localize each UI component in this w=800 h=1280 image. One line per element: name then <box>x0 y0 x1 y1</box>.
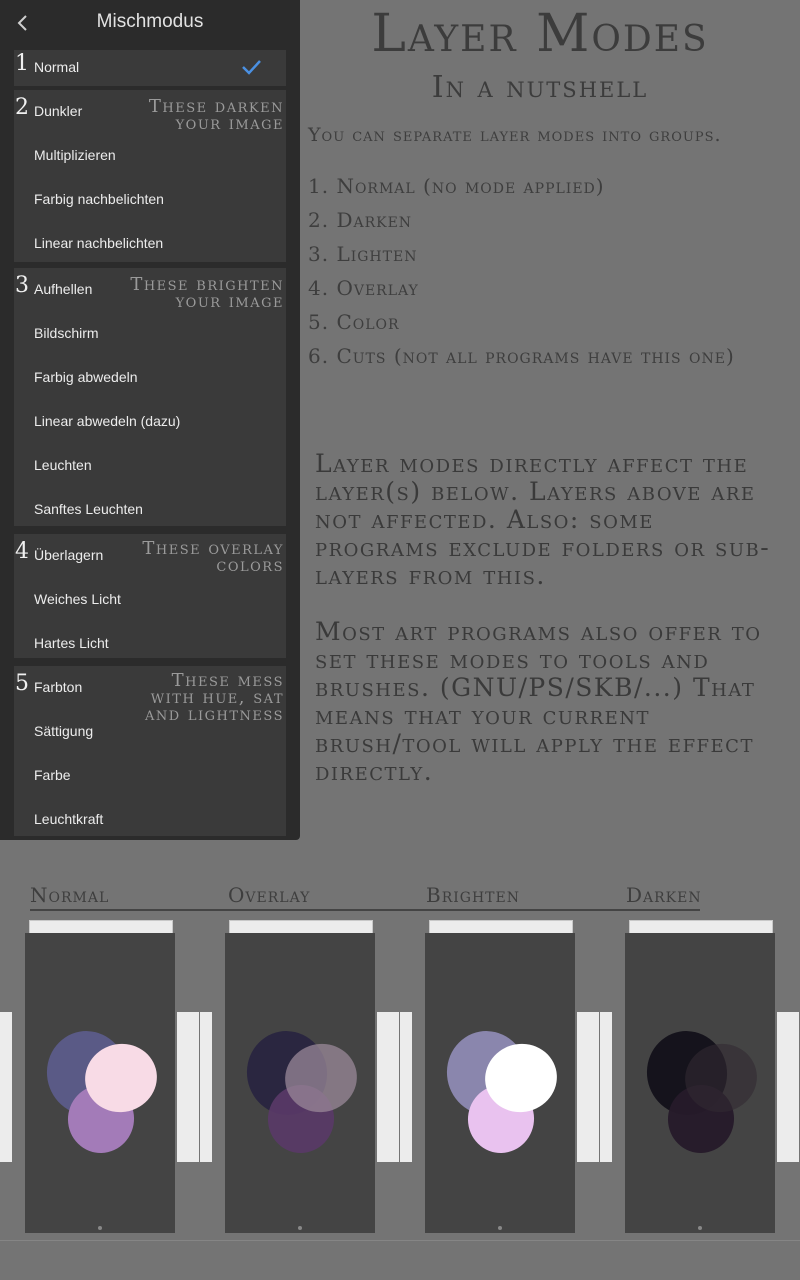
mode-item-farbe[interactable] <box>14 754 286 798</box>
groups-list <box>308 174 735 378</box>
labels-underline <box>30 909 700 911</box>
mode-label: Überlagern <box>34 547 104 563</box>
list-item: 2. Darken <box>308 208 413 232</box>
paragraph-tools-brushes: Most art programs also offer to set these modes to tools and brushes. (GNU/PS/SKB/...) That means that your current brush/tool will apply the effect directly. <box>315 617 762 786</box>
mode-label: Hartes Licht <box>34 635 109 651</box>
group-number: 3 <box>15 273 29 298</box>
app-side-panel <box>577 1012 599 1162</box>
group-number: 2 <box>15 95 29 120</box>
example-label-brighten: Brighten <box>426 883 520 907</box>
app-toolbar-strip <box>229 920 373 934</box>
list-item: 4. Overlay <box>308 276 419 300</box>
mode-label: Sanftes Leuchten <box>34 501 143 517</box>
group-number: 5 <box>15 671 29 696</box>
group-note: These darken your image <box>148 96 284 134</box>
mode-label: Normal <box>34 59 80 75</box>
example-label-normal: Normal <box>30 883 110 907</box>
mode-label: Multiplizieren <box>34 147 116 163</box>
paragraph-layer-effect: Layer modes directly affect the layer(s) below. Layers above are not affected. Also: some programs exclude folders or sub-layers from this. <box>315 449 771 590</box>
mode-label: Weiches Licht <box>34 591 121 607</box>
list-item: 3. Lighten <box>308 242 418 266</box>
app-toolbar-strip <box>429 920 573 934</box>
mode-item-linear-nachbelichten[interactable] <box>14 222 286 266</box>
mode-item-farbig-abwedeln[interactable] <box>14 356 286 400</box>
mode-label: Farbig abwedeln <box>34 369 138 385</box>
intro-text: You can separate layer modes into groups. <box>308 124 722 146</box>
app-side-panel <box>377 1012 399 1162</box>
example-canvas-brighten <box>425 933 575 1233</box>
list-item: 1. Normal (no mode applied) <box>308 174 605 198</box>
mode-label: Linear nachbelichten <box>34 235 164 251</box>
app-side-panel <box>777 1012 799 1162</box>
mode-group-normal <box>14 50 286 86</box>
mode-item-leuchten[interactable] <box>14 444 286 488</box>
page-indicator <box>698 1226 702 1230</box>
mode-item-linear-abwedeln[interactable] <box>14 400 286 444</box>
mode-item-farbton[interactable] <box>14 666 286 710</box>
mode-label: Dunkler <box>34 103 83 119</box>
mode-group-overlay <box>14 534 286 658</box>
list-item: 6. Cuts (not all programs have this one) <box>308 344 735 368</box>
app-side-panel-left <box>400 1012 412 1162</box>
divider <box>0 1240 800 1241</box>
example-label-darken: Darken <box>626 883 702 907</box>
mode-group-lighten <box>14 268 286 526</box>
mode-item-ueberlagern[interactable] <box>14 534 286 578</box>
mode-label: Farbe <box>34 767 71 783</box>
example-canvas-normal <box>25 933 175 1233</box>
list-item: 5. Color <box>308 310 400 334</box>
blend-mode-panel <box>0 0 300 840</box>
page-indicator <box>298 1226 302 1230</box>
mode-item-hartes-licht[interactable] <box>14 622 286 666</box>
example-label-overlay: Overlay <box>228 883 311 907</box>
mode-item-aufhellen[interactable] <box>14 268 286 312</box>
app-side-panel-left <box>200 1012 212 1162</box>
app-side-panel-left <box>600 1012 612 1162</box>
mode-label: Linear abwedeln (dazu) <box>34 413 181 429</box>
group-note: These overlay colors <box>142 538 284 576</box>
panel-header <box>0 0 300 46</box>
page-indicator <box>98 1226 102 1230</box>
mode-item-multiplizieren[interactable] <box>14 134 286 178</box>
mode-item-sanftes-leuchten[interactable] <box>14 488 286 532</box>
panel-title: Mischmodus <box>96 11 204 32</box>
page-indicator <box>498 1226 502 1230</box>
mode-label: Bildschirm <box>34 325 99 341</box>
page-title: Layer Modes <box>371 4 709 64</box>
group-number: 1 <box>15 51 29 76</box>
mode-item-farbig-nachbelichten[interactable] <box>14 178 286 222</box>
mode-group-darken <box>14 90 286 262</box>
mode-item-bildschirm[interactable] <box>14 312 286 356</box>
mode-label: Sättigung <box>34 723 94 739</box>
example-canvas-darken <box>625 933 775 1233</box>
mode-item-saettigung[interactable] <box>14 710 286 754</box>
mode-item-dunkler[interactable] <box>14 90 286 134</box>
app-side-panel-left <box>0 1012 12 1162</box>
mode-item-leuchtkraft[interactable] <box>14 798 286 842</box>
mode-item-normal[interactable] <box>14 46 286 90</box>
app-toolbar-strip <box>629 920 773 934</box>
checkmark-icon <box>240 56 262 78</box>
group-note: These brighten your image <box>130 274 284 312</box>
mode-label: Farbton <box>34 679 83 695</box>
group-note: These mess with hue, sat and lightness <box>144 670 284 725</box>
example-canvas-overlay <box>225 933 375 1233</box>
page-subtitle: In a nutshell <box>431 70 649 105</box>
mode-label: Farbig nachbelichten <box>34 191 164 207</box>
mode-label: Leuchten <box>34 457 92 473</box>
app-toolbar-strip <box>29 920 173 934</box>
app-side-panel <box>177 1012 199 1162</box>
mode-group-color <box>14 666 286 836</box>
mode-item-weiches-licht[interactable] <box>14 578 286 622</box>
group-number: 4 <box>15 539 29 564</box>
mode-label: Leuchtkraft <box>34 811 104 827</box>
mode-label: Aufhellen <box>34 281 93 297</box>
